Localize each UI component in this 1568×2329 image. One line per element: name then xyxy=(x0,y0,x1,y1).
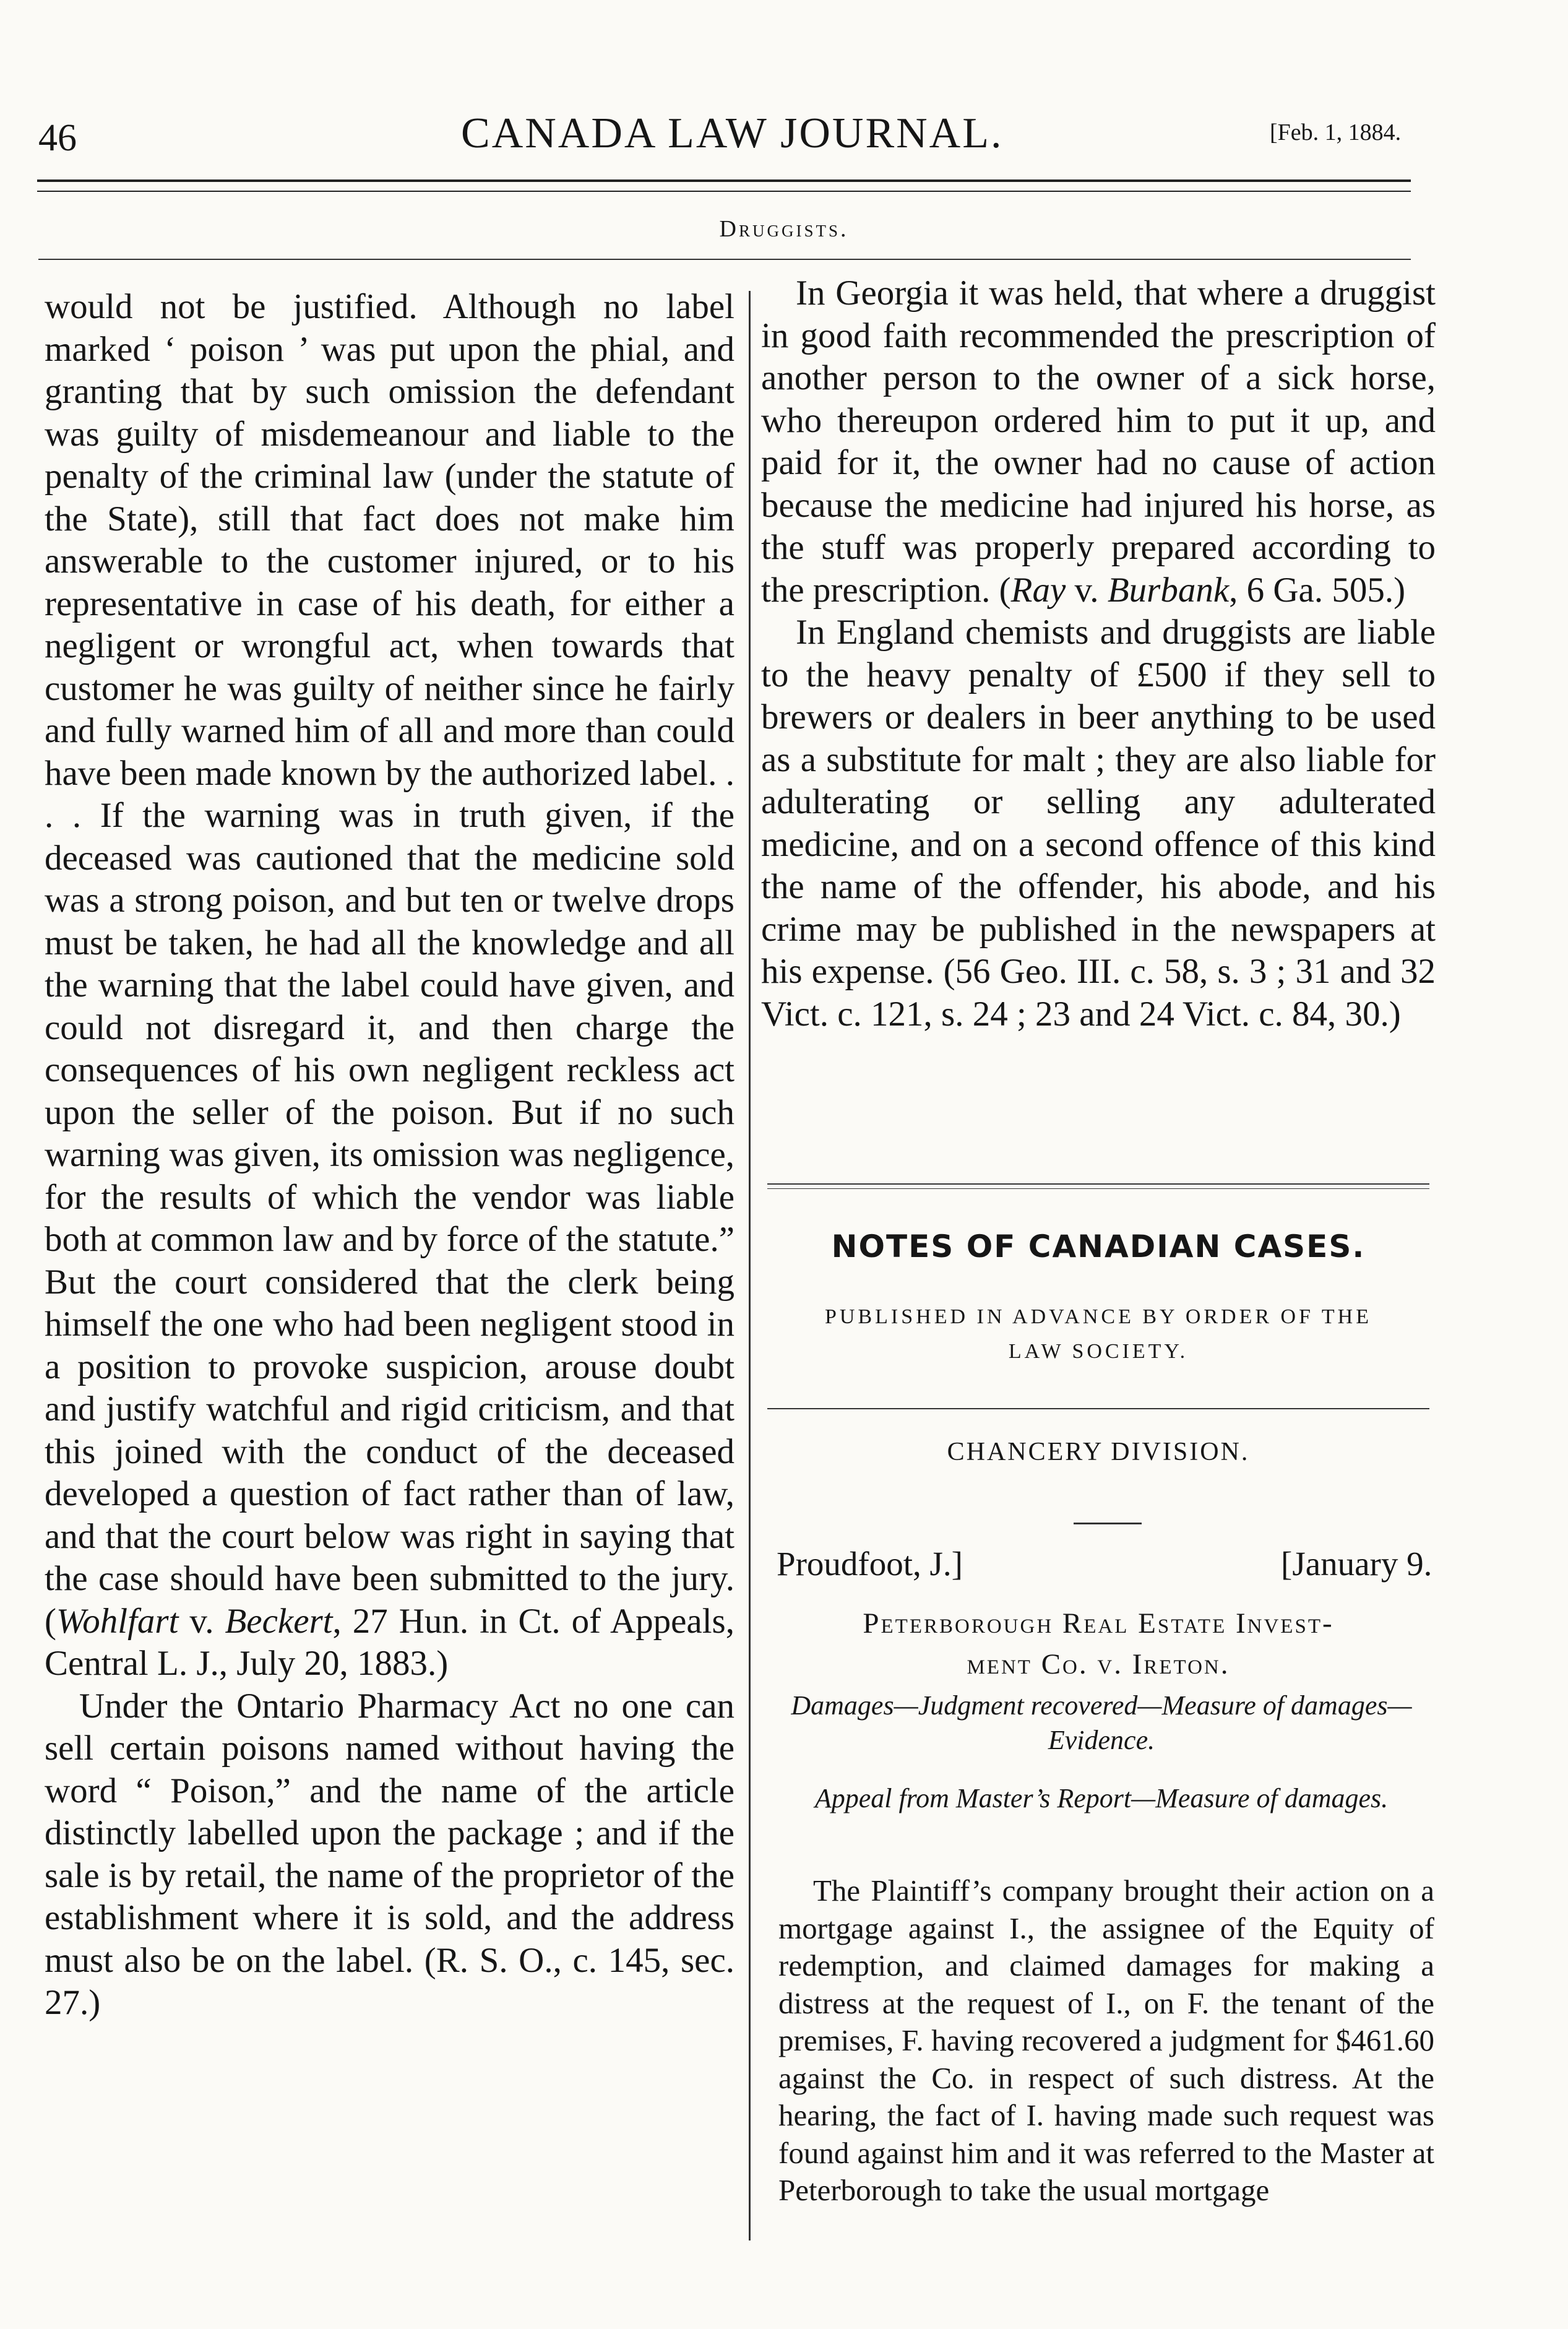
citation: , 6 Ga. 505.) xyxy=(1229,570,1406,610)
case-title xyxy=(767,1603,1429,1685)
case-name: Ray xyxy=(1010,570,1066,610)
case-name: Wohlfart xyxy=(56,1601,179,1641)
case-versus: v. xyxy=(1066,570,1108,610)
right-column xyxy=(761,272,1436,1035)
division-title: CHANCERY DIVISION. xyxy=(947,1438,1250,1466)
right-paragraph-2: In England chemists and druggists are liable to the heavy penalty of £500 if they sell to brewers or dealers in beer anything to be used as a substitute for malt ; they are also liable for adulterating or selling any adulterated medicine, and on a second offence of this kind the name of the offender, his abode, and his crime may be published in the newspapers at his expense. (56 Geo. III. c. 58, s. 3 ; 31 and 32 Vict. c. 121, s. 24 ; 23 and 24 Vict. c. 84, 30.) xyxy=(761,613,1436,1034)
column-divider xyxy=(749,291,751,2240)
section-rule xyxy=(38,259,1411,260)
judge-name: Proudfoot, J.] xyxy=(777,1545,963,1583)
case-body-paragraph: The Plaintiff’s company brought their action on a mortgage against I., the assignee of the Equity of redemption, and claimed damages for making a distress at the request of I., on F. the tenant of the premises, F. having recovered a judgment for $461.60 against the Co. in respect of such distress. At the hearing, the fact of I. having made such request was found against him and it was referred to the Master at Peterborough to take the usual mortgage xyxy=(778,1873,1434,2207)
case-title-line-1: Peterborough Real Estate Invest- xyxy=(863,1607,1334,1640)
header-rule-thin xyxy=(37,191,1411,192)
notes-title: NOTES OF CANADIAN CASES. xyxy=(831,1229,1366,1264)
published-note xyxy=(767,1300,1429,1369)
left-paragraph-2: Under the Ontario Pharmacy Act no one can sell certain poisons named without having the word “ Poison,” and the name of the article distinctly labelled upon the package ; and if the sale is by retail, the name of the proprietor of the establishment where it is sold, and the address must also be on the label. (R. S. O., c. 145, sec. 27.) xyxy=(45,1686,734,2022)
page-number: 46 xyxy=(38,117,77,159)
case-date: [January 9. xyxy=(1281,1545,1432,1583)
headnote-2: Appeal from Master’s Report—Measure of damages. xyxy=(814,1783,1389,1813)
right-para1-text: In Georgia it was held, that where a druggist in good faith recommended the prescription of another person to the owner of a sick horse, who thereupon ordered him to put it up, and paid for it, the owner had no cause of action because the medicine had injured his horse, as the stuff was properly prepared according to the prescription. ( xyxy=(761,274,1436,610)
citation: , 27 Hun. in Ct. of Appeals, Central L. J., July 20, 1883.) xyxy=(45,1601,734,1683)
right-paragraph-1 xyxy=(761,272,1436,611)
case-title-line-2: ment Co. v. Ireton. xyxy=(967,1648,1230,1680)
section-title: Druggists. xyxy=(719,216,849,242)
header-rule xyxy=(37,179,1411,182)
left-para1-text: would not be justified. Although no label marked ‘ poison ’ was put upon the phial, and granting that by such omission the defendant was guilty of misdemeanour and liable to the penalty of the criminal law (under the statute of the State), still that fact does not make him answerable to the customer injured, or to his representative in case of his death, for either a negligent or wrongful act, when towards that customer he was guilty of neither since he fairly and fully warned him of all and more than could have been made known by the authorized label. . . . If the warning was in truth given, if the deceased was cautioned that the medicine sold was a strong poison, and but ten or twelve drops must be taken, he had all the knowledge and all the warning that the label could have given, and could not disregard it, and then charge the consequences of his own negligent reckless act upon the seller of the poison. But if no such warning was given, its omission was negligence, for the results of which the vendor was liable both at common law and by force of the statute.” But the court considered that the clerk being himself the one who had been negligent stood in a position to provoke suspicion, arouse doubt and justify watchful and rigid criticism, and that this joined with the conduct of the deceased developed a question of fact rather than of law, and that the court below was right in saying that the case should have been submitted to the jury. ( xyxy=(45,287,734,1641)
published-line-1: PUBLISHED IN ADVANCE BY ORDER OF THE xyxy=(825,1305,1372,1328)
issue-date: [Feb. 1, 1884. xyxy=(1270,119,1402,145)
journal-title: CANADA LAW JOURNAL. xyxy=(461,110,1004,157)
left-column xyxy=(45,286,734,2024)
notes-rule-thin xyxy=(767,1188,1429,1189)
case-name: Burbank xyxy=(1107,570,1230,610)
case-body xyxy=(778,1872,1434,2210)
left-paragraph-1 xyxy=(45,286,734,1685)
case-name: Beckert xyxy=(225,1601,333,1641)
published-line-2: LAW SOCIETY. xyxy=(1008,1340,1189,1363)
notes-rule xyxy=(767,1183,1429,1185)
case-versus: v. xyxy=(178,1601,225,1641)
short-rule xyxy=(1074,1523,1142,1524)
division-rule xyxy=(767,1408,1429,1409)
headnote-1: Damages—Judgment recovered—Measure of damages—Evidence. xyxy=(791,1690,1412,1755)
